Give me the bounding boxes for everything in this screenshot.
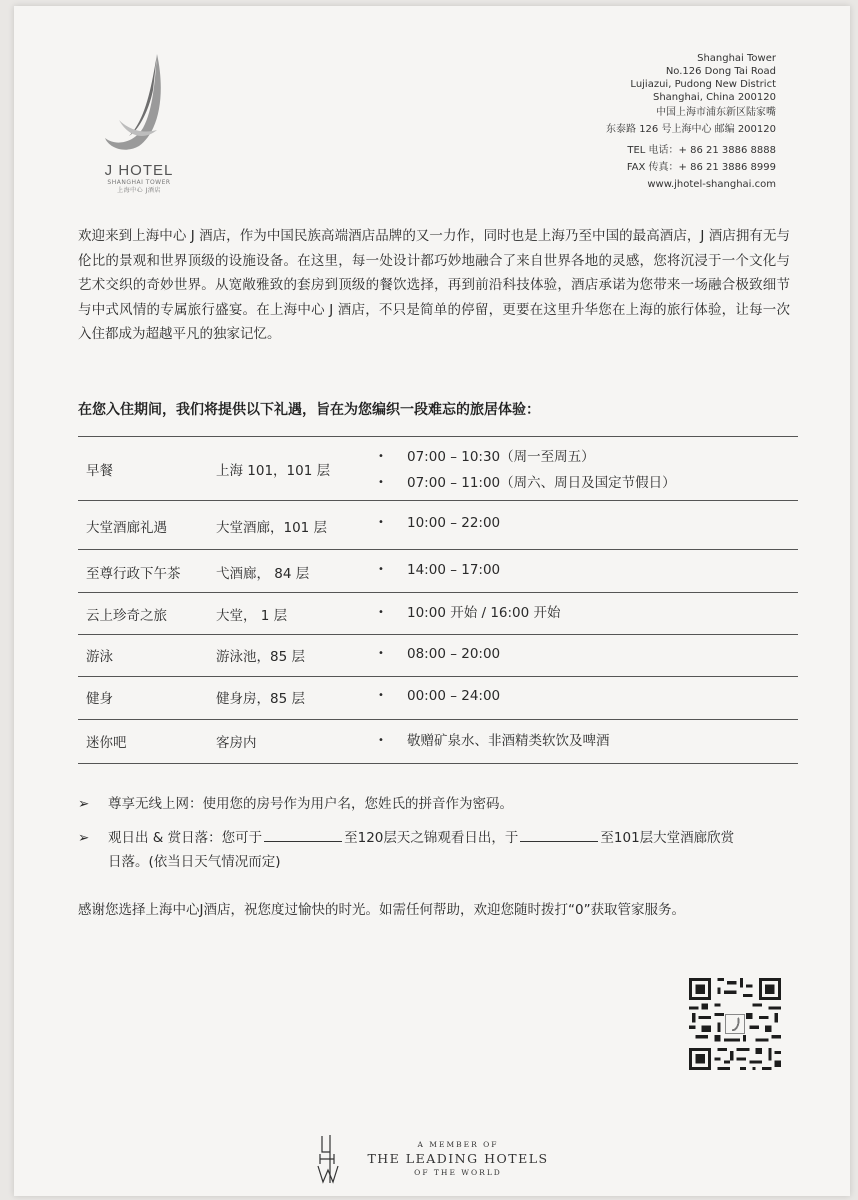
logo-subtitle-cn: 上海中心 J酒店 bbox=[117, 187, 161, 194]
amenity-times bbox=[378, 510, 500, 536]
table-row bbox=[78, 635, 798, 677]
thanks-paragraph: 感谢您选择上海中心J酒店，祝您度过愉快的时光。如需任何帮助，欢迎您随时拨打“0”获取管家服务。 bbox=[78, 902, 686, 918]
bullet-icon: • bbox=[378, 564, 384, 575]
website-link[interactable]: www.jhotel-shanghai.com bbox=[647, 179, 776, 190]
table-row bbox=[78, 593, 798, 635]
address-line-cn: 东泰路 126 号上海中心 邮编 200120 bbox=[606, 124, 776, 135]
notes-section bbox=[78, 792, 798, 874]
amenity-times bbox=[378, 600, 561, 626]
bullet-icon: • bbox=[378, 477, 384, 488]
amenity-name: 健身 bbox=[86, 691, 113, 707]
amenity-time: 07:00 – 11:00（周六、周日及国定节假日） bbox=[407, 475, 676, 491]
amenity-location: 大堂， 1 层 bbox=[216, 608, 288, 624]
amenity-times bbox=[378, 641, 500, 667]
amenity-name: 大堂酒廊礼遇 bbox=[86, 520, 167, 536]
amenity-times bbox=[378, 444, 676, 496]
amenity-location: 游泳池，85 层 bbox=[216, 649, 305, 665]
arrow-bullet-icon: ➢ bbox=[78, 796, 90, 812]
leading-hotels-footer bbox=[314, 1132, 574, 1192]
address-line: Lujiazui, Pudong New District bbox=[630, 79, 776, 90]
lhw-bottom-line: OF THE WORLD bbox=[414, 1168, 502, 1177]
amenity-location: 客房内 bbox=[216, 735, 257, 751]
qr-code-icon bbox=[689, 978, 781, 1070]
amenity-location: 健身房，85 层 bbox=[216, 691, 305, 707]
sunrise-text-c: 至101层大堂酒廊欣赏 bbox=[600, 830, 735, 846]
lhw-middle-line: THE LEADING HOTELS bbox=[367, 1151, 549, 1166]
bullet-icon: • bbox=[378, 517, 384, 528]
sunrise-text-d: 日落。(依当日天气情况而定) bbox=[108, 854, 281, 870]
arrow-bullet-icon: ➢ bbox=[78, 830, 90, 846]
amenity-name: 迷你吧 bbox=[86, 735, 127, 751]
phone-number: TEL 电话：+ 86 21 3886 8888 bbox=[627, 145, 776, 156]
amenity-time: 14:00 – 17:00 bbox=[407, 562, 501, 578]
amenity-location: 弋酒廊， 84 层 bbox=[216, 566, 310, 582]
sunset-time-blank bbox=[520, 827, 598, 842]
amenity-time: 07:00 – 10:30（周一至周五） bbox=[407, 449, 595, 465]
bullet-icon: • bbox=[378, 607, 384, 618]
table-row bbox=[78, 677, 798, 720]
wifi-text: 尊享无线上网：使用您的房号作为用户名，您姓氏的拼音作为密码。 bbox=[108, 796, 513, 812]
amenity-time: 敬赠矿泉水、非酒精类软饮及啤酒 bbox=[407, 733, 610, 749]
letter-page bbox=[14, 6, 850, 1196]
table-row bbox=[78, 720, 798, 764]
address-line: Shanghai, China 200120 bbox=[652, 92, 776, 103]
amenities-table bbox=[78, 436, 798, 764]
wifi-note bbox=[78, 792, 798, 816]
sunrise-text-b: 至120层天之锦观看日出，于 bbox=[344, 830, 519, 846]
lhw-monogram-icon bbox=[314, 1134, 346, 1184]
sunrise-text-a: 观日出 & 赏日落：您可于 bbox=[108, 830, 263, 846]
hotel-logo bbox=[84, 50, 194, 205]
amenity-time: 08:00 – 20:00 bbox=[407, 646, 501, 662]
amenity-name: 早餐 bbox=[86, 463, 113, 479]
amenity-time: 00:00 – 24:00 bbox=[407, 688, 501, 704]
amenity-location: 上海 101，101 层 bbox=[216, 463, 331, 479]
amenity-time: 10:00 开始 / 16:00 开始 bbox=[407, 605, 561, 621]
amenity-time: 10:00 – 22:00 bbox=[407, 515, 501, 531]
amenity-location: 大堂酒廊，101 层 bbox=[216, 520, 328, 536]
welcome-paragraph: 欢迎来到上海中心 J 酒店，作为中国民族高端酒店品牌的又一力作，同时也是上海乃至中国的最高酒店，J 酒店拥有无与伦比的景观和世界顶级的设施设备。在这里，每一处设计都巧妙地融合了来自世界各地的灵感，您将沉浸于一个文化与艺术交织的奇妙世界。从宽敞雅致的套房到顶级的餐饮选择，再到前沿科技体验，酒店承诺为您带来一场融合极致细节与中式风情的专属旅行盛宴。在上海中心 J 酒店，不只是简单的停留，更要在这里升华您在上海的旅行体验，让每一次入住都成为超越平凡的独家记忆。 bbox=[78, 228, 790, 342]
hotel-address bbox=[516, 52, 776, 193]
amenity-name: 至尊行政下午茶 bbox=[86, 566, 181, 582]
logo-wordmark: J HOTEL bbox=[104, 162, 174, 179]
amenity-times bbox=[378, 683, 500, 709]
address-line: No.126 Dong Tai Road bbox=[665, 66, 776, 77]
table-row bbox=[78, 437, 798, 501]
j-logo-icon bbox=[99, 50, 179, 160]
bullet-icon: • bbox=[378, 451, 384, 462]
amenity-name: 游泳 bbox=[86, 649, 113, 665]
bullet-icon: • bbox=[378, 735, 384, 746]
amenity-name: 云上珍奇之旅 bbox=[86, 608, 167, 624]
address-line: Shanghai Tower bbox=[697, 53, 776, 64]
lhw-wordmark bbox=[358, 1140, 558, 1177]
fax-number: FAX 传真：+ 86 21 3886 8999 bbox=[626, 162, 776, 173]
sunrise-time-blank bbox=[264, 827, 342, 842]
lhw-top-line: A MEMBER OF bbox=[417, 1140, 499, 1149]
sunrise-note bbox=[78, 826, 798, 874]
logo-subtitle: SHANGHAI TOWER bbox=[107, 179, 171, 186]
amenity-times bbox=[378, 728, 610, 754]
amenities-heading: 在您入住期间，我们将提供以下礼遇，旨在为您编织一段难忘的旅居体验： bbox=[78, 402, 540, 418]
bullet-icon: • bbox=[378, 648, 384, 659]
table-row bbox=[78, 550, 798, 593]
amenity-times bbox=[378, 557, 500, 583]
bullet-icon: • bbox=[378, 690, 384, 701]
address-line-cn: 中国上海市浦东新区陆家嘴 bbox=[656, 107, 776, 118]
table-row bbox=[78, 501, 798, 550]
